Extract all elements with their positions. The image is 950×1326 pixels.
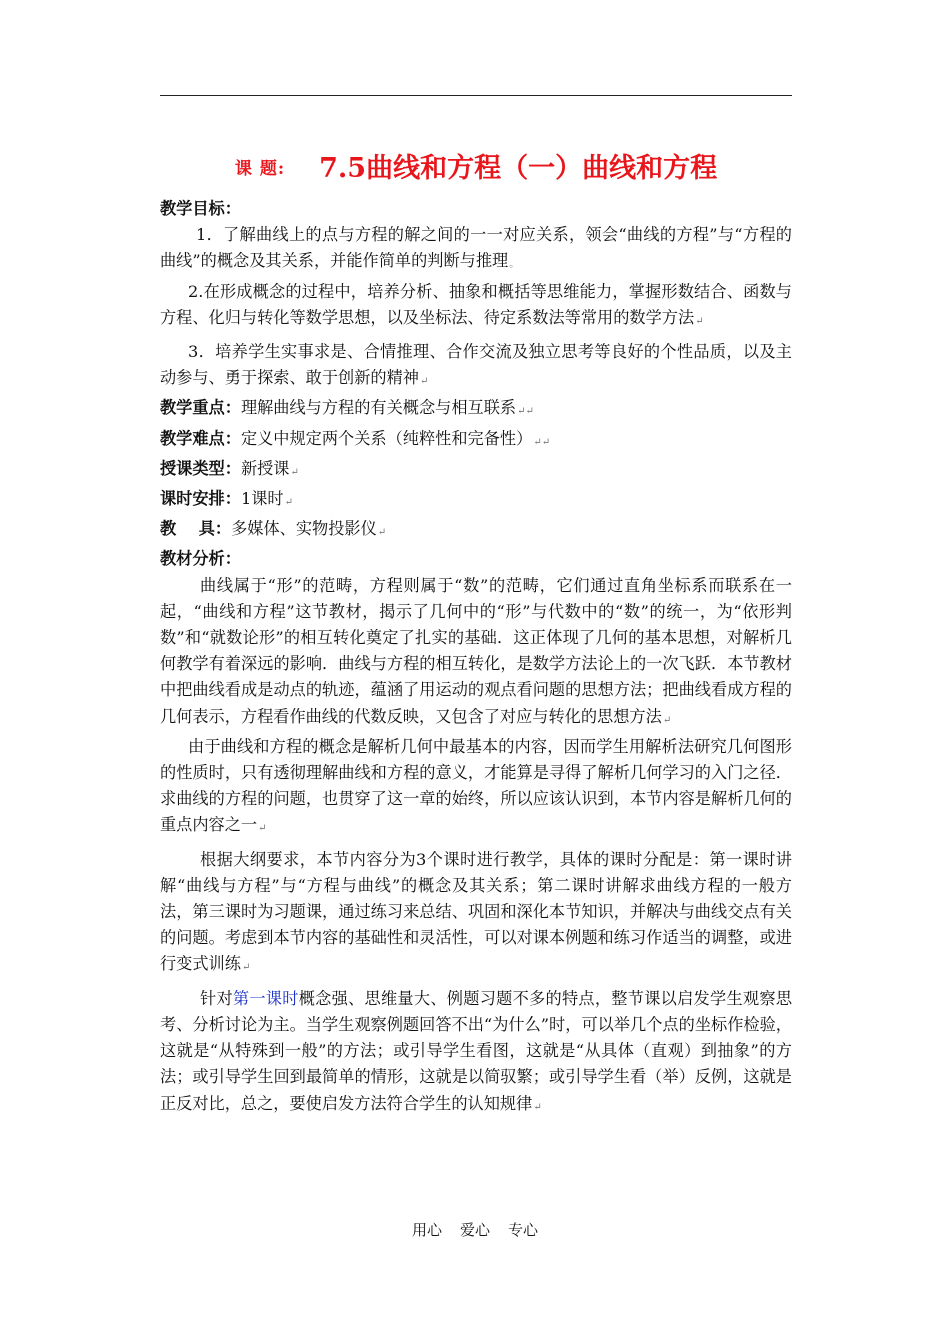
lesson-type-row: 授课类型：新授课↵ [160,458,299,478]
analysis-paragraph-3: 根据大纲要求，本节内容分为3个课时进行教学，具体的课时分配是：第一课时讲解“曲线与方程”与“方程与曲线”的概念及其关系；第二课时讲解求曲线方程的一般方法，第三课时为习题课，通过练习来总结、巩固和深化本节知识，并解决与曲线交点有关的问题。考虑到本节内容的基础性和灵活性，可以对课本例题和练习作适当的调整，或进行变式训练↵ [160,849,792,974]
title-main: 7.5曲线和方程（一）曲线和方程 [319,153,718,184]
header-rule [160,95,792,96]
difficulty-label: 教学难点： [160,428,241,448]
goal-item-3: 3．培养学生实事求是、合情推理、合作交流及独立思考等良好的个性品质，以及主动参与、勇于探索、敢于创新的精神↵ [160,342,792,388]
document-body [160,196,792,1121]
goal-item-2: 2.在形成概念的过程中，培养分析、抽象和概括等思维能力，掌握形数结合、函数与方程、化归与转化等数学思想，以及坐标法、待定系数法等常用的数学方法↵ [160,281,792,327]
key-point-label: 教学重点： [160,398,241,418]
footer-word-1: 用心 [411,1221,442,1239]
analysis-paragraph-4: 针对第一课时概念强、思维量大、例题习题不多的特点，整节课以启发学生观察思考、分析讨论为主。当学生观察例题回答不出“为什么”时，可以举几个点的坐标作检验，这就是“从特殊到一般”的方法；或引导学生看图，这就是“从具体（直观）到抽象”的方法；或引导学生回到最简单的情形，这就是以简驭繁；或引导学生看（举）反例，这就是正反对比，总之，要使启发方法符合学生的认知规律↵ [160,988,793,1113]
page-title [160,146,792,185]
tools-label: 教 具： [160,519,232,539]
analysis-heading: 教材分析： [160,549,241,569]
footer-word-2: 爱心 [459,1221,490,1239]
first-lesson-link[interactable]: 第一课时 [232,988,299,1008]
title-label: 课 题: [234,159,286,179]
key-point-row: 教学重点：理解曲线与方程的有关概念与相互联系↵↵ [160,398,534,418]
goals-heading: 教学目标： [160,199,241,218]
schedule-label: 课时安排： [160,489,241,509]
schedule-row: 课时安排：1课时↵ [160,489,294,509]
tools-row: 教 具：多媒体、实物投影仪↵ [160,519,387,539]
analysis-paragraph-2: 由于曲线和方程的概念是解析几何中最基本的内容，因而学生用解析法研究几何图形的性质时，只有透彻理解曲线和方程的意义，才能算是寻得了解析几何学习的入门之径．求曲线的方程的问题，也贯穿了这一章的始终，所以应该认识到，本节内容是解析几何的重点内容之一↵ [160,736,792,835]
tools-value: 多媒体、实物投影仪 [231,519,377,539]
schedule-value: 1课时 [240,489,284,509]
page-footer [0,1219,950,1240]
analysis-paragraph-1: 曲线属于“形”的范畴，方程则属于“数”的范畴，它们通过直角坐标系而联系在一起，“曲线和方程”这节教材，揭示了几何中的“形”与代数中的“数”的统一，为“依形判数”和“就数论形”的相互转化奠定了扎实的基础．这正体现了几何的基本思想，对解析几何教学有着深远的影响．曲线与方程的相互转化，是数学方法论上的一次飞跃．本节教材中把曲线看成是动点的轨迹，蕴涵了用运动的观点看问题的思想方法；把曲线看成方程的几何表示，方程看作曲线的代数反映，又包含了对应与转化的思想方法↵ [160,575,792,726]
key-point-value: 理解曲线与方程的有关概念与相互联系 [240,398,517,418]
lesson-type-value: 新授课 [240,458,290,478]
difficulty-value: 定义中规定两个关系（纯粹性和完备性） [240,428,533,448]
lesson-type-label: 授课类型： [160,458,241,478]
goal-item-1: 1．了解曲线上的点与方程的解之间的一一对应关系，领会“曲线的方程”与“方程的曲线”的概念及其关系，并能作简单的判断与推理。 [160,225,792,271]
difficulty-row: 教学难点：定义中规定两个关系（纯粹性和完备性）↵↵ [160,428,551,448]
footer-word-3: 专心 [508,1221,539,1239]
